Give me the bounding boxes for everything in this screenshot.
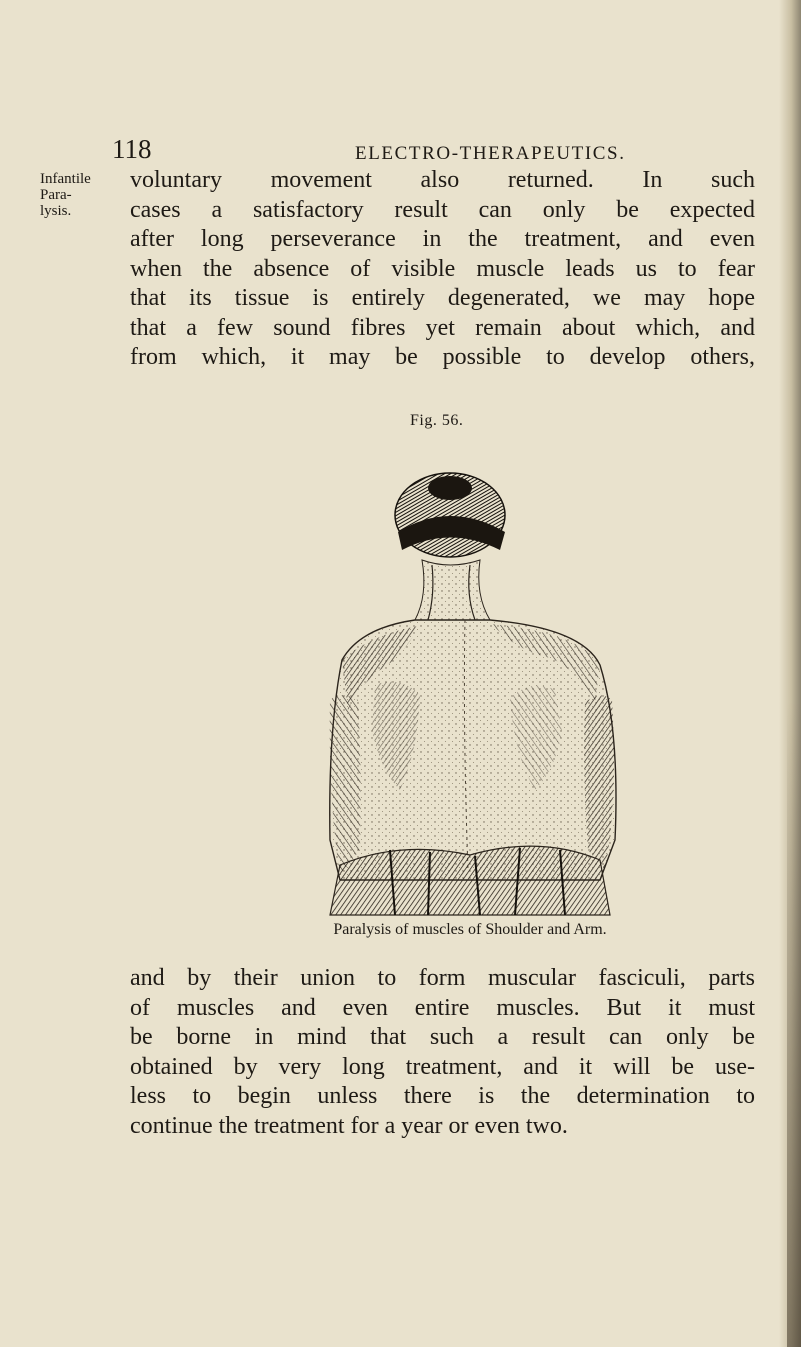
text-line: obtained by very long treatment, and it will be use-	[130, 1053, 755, 1080]
text-line: when the absence of visible muscle leads us to fear	[130, 255, 755, 282]
running-title: ELECTRO-THERAPEUTICS.	[355, 143, 626, 164]
text-line: from which, it may be possible to develop others,	[130, 344, 755, 370]
text-line: that a few sound fibres yet remain about which, and	[130, 314, 755, 341]
page-number: 118	[112, 134, 152, 164]
text-line: cases a satisfactory result can only be expected	[130, 196, 755, 223]
figure-label: Fig. 56.	[410, 412, 464, 429]
paragraph-after-figure	[130, 964, 755, 1141]
page-edge-shadow	[787, 700, 801, 1347]
margin-note-line: lysis.	[40, 203, 72, 219]
text-line: after long perseverance in the treatment, and even	[130, 226, 755, 252]
margin-note-line: Infantile Para-	[40, 171, 91, 203]
text-line: of muscles and even entire muscles. But it must	[130, 994, 755, 1021]
back-figure-engraving	[300, 470, 640, 920]
text-line: that its tissue is entirely degenerated, we may hope	[130, 285, 755, 311]
paragraph-before-figure	[130, 166, 755, 373]
figure-illustration	[300, 470, 640, 920]
text-line: be borne in mind that such a result can only be	[130, 1024, 755, 1050]
text-line: continue the treatment for a year or even two.	[130, 1112, 568, 1139]
text-line: less to begin unless there is the determination to	[130, 1083, 755, 1109]
text-line: and by their union to form muscular fasciculi, parts	[130, 965, 755, 991]
text-line: voluntary movement also returned. In such	[130, 167, 755, 193]
margin-note	[40, 171, 120, 219]
figure-caption: Paralysis of muscles of Shoulder and Arm.	[333, 921, 607, 938]
